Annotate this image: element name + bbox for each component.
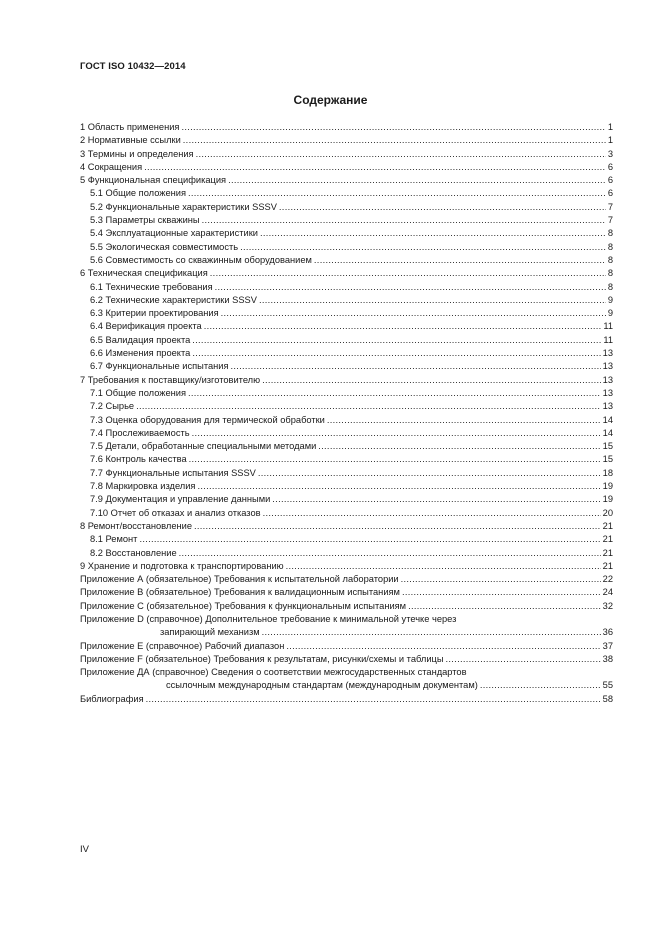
toc-entry-page: 13 <box>602 401 613 412</box>
toc-entry-title: 3 Термины и определения <box>80 148 195 161</box>
toc-entry-page: 13 <box>602 374 613 385</box>
toc-entry[interactable] <box>80 453 613 466</box>
dot-leader <box>228 174 606 187</box>
dot-leader <box>183 134 606 147</box>
toc-entry-page: 18 <box>602 467 613 478</box>
toc-entry-title: 5.1 Общие положения <box>90 187 187 200</box>
dot-leader <box>197 480 600 493</box>
toc-entry-page: 11 <box>603 321 613 332</box>
toc-entry-title: 7.1 Общие положения <box>90 387 187 400</box>
dot-leader <box>262 626 601 639</box>
toc-entry-title: 5.6 Совместимость со скважинным оборудованием <box>90 254 313 267</box>
toc-entry[interactable] <box>80 414 613 427</box>
page-title: Содержание <box>293 93 368 107</box>
toc-entry-title: 7.2 Сырье <box>90 400 135 413</box>
toc-entry-title: запирающий механизм <box>160 626 261 639</box>
toc-entry-title: Приложение С (обязательное) Требования к функциональным испытаниям <box>80 600 407 613</box>
toc-entry[interactable] <box>80 254 613 267</box>
toc-entry[interactable] <box>80 148 613 161</box>
dot-leader <box>327 414 601 427</box>
toc-entry-title: 6.4 Верификация проекта <box>90 320 203 333</box>
dot-leader <box>136 400 601 413</box>
toc-entry-title: 6.7 Функциональные испытания <box>90 360 230 373</box>
toc-entry-title: 5.5 Экологическая совместимость <box>90 241 239 254</box>
toc-entry-title: 7.4 Прослеживаемость <box>90 427 191 440</box>
dot-leader <box>210 267 606 280</box>
dot-leader <box>262 374 601 387</box>
toc-entry-page: 8 <box>607 228 613 239</box>
toc-entry-title: 5.4 Эксплуатационные характеристики <box>90 227 259 240</box>
toc-entry-title: 4 Сокращения <box>80 161 143 174</box>
dot-leader <box>188 387 601 400</box>
toc-entry-title: Приложение А (обязательное) Требования к испытательной лаборатории <box>80 573 400 586</box>
toc-entry[interactable] <box>80 267 613 280</box>
dot-leader <box>204 320 602 333</box>
dot-leader <box>260 227 606 240</box>
dot-leader <box>188 187 606 200</box>
toc-entry-title: 6.1 Технические требования <box>90 281 214 294</box>
toc-entry-title: 7.5 Детали, обработанные специальными методами <box>90 440 317 453</box>
page-number: IV <box>80 844 89 855</box>
toc-entry-title: 6.6 Изменения проекта <box>90 347 191 360</box>
dot-leader <box>146 693 601 706</box>
dot-leader <box>189 453 601 466</box>
toc-entry[interactable] <box>80 241 613 254</box>
table-of-contents <box>80 121 613 706</box>
dot-leader <box>272 493 600 506</box>
toc-entry[interactable] <box>80 467 613 480</box>
dot-leader <box>402 586 601 599</box>
toc-entry-page: 7 <box>607 215 613 226</box>
toc-entry-title: 2 Нормативные ссылки <box>80 134 182 147</box>
toc-entry-page: 19 <box>602 481 613 492</box>
toc-entry-page: 55 <box>602 680 613 691</box>
toc-entry-title: 6 Техническая спецификация <box>80 267 209 280</box>
toc-entry-title: Библиография <box>80 693 145 706</box>
toc-entry[interactable] <box>80 507 613 520</box>
toc-entry[interactable] <box>80 520 613 533</box>
toc-entry-title: 7.8 Маркировка изделия <box>90 480 196 493</box>
toc-entry-page: 36 <box>602 627 613 638</box>
toc-entry-title: 6.2 Технические характеристики SSSV <box>90 294 258 307</box>
dot-leader <box>286 560 601 573</box>
toc-entry-page: 14 <box>602 427 613 438</box>
toc-entry-page: 21 <box>602 534 613 545</box>
toc-entry[interactable] <box>80 693 613 706</box>
toc-entry-page: 21 <box>602 520 613 531</box>
toc-entry-page: 58 <box>602 693 613 704</box>
dot-leader <box>279 201 606 214</box>
toc-entry-title: 5.2 Функциональные характеристики SSSV <box>90 201 278 214</box>
toc-entry-title: 6.5 Валидация проекта <box>90 334 191 347</box>
toc-entry-page: 8 <box>607 268 613 279</box>
toc-entry-page: 20 <box>602 507 613 518</box>
toc-entry-title-line1: Приложение ДА (справочное) Сведения о соответствии межгосударственных стандартов <box>80 667 467 678</box>
toc-entry-page: 6 <box>607 175 613 186</box>
toc-entry-page: 24 <box>602 587 613 598</box>
toc-entry[interactable] <box>80 187 613 200</box>
toc-entry[interactable] <box>80 640 613 653</box>
toc-entry[interactable] <box>80 480 613 493</box>
toc-entry-page: 15 <box>602 441 613 452</box>
dot-leader <box>196 148 606 161</box>
dot-leader <box>314 254 606 267</box>
toc-entry-page: 9 <box>607 308 613 319</box>
toc-entry-page: 22 <box>602 574 613 585</box>
toc-entry[interactable] <box>80 600 613 613</box>
toc-entry-page: 1 <box>607 135 613 146</box>
toc-entry-title: 9 Хранение и подготовка к транспортированию <box>80 560 285 573</box>
dot-leader <box>258 467 601 480</box>
toc-entry-page: 1 <box>607 122 613 132</box>
toc-entry-page: 32 <box>602 600 613 611</box>
toc-entry[interactable] <box>80 201 613 214</box>
toc-entry[interactable] <box>80 294 613 307</box>
toc-entry[interactable] <box>80 560 613 573</box>
toc-entry-page: 13 <box>602 361 613 372</box>
toc-entry-page: 3 <box>607 148 613 159</box>
toc-entry-page: 14 <box>602 414 613 425</box>
dot-leader <box>192 427 601 440</box>
toc-entry[interactable] <box>80 573 613 586</box>
toc-entry-page: 8 <box>607 241 613 252</box>
toc-entry[interactable] <box>80 320 613 333</box>
toc-entry-title: 7.10 Отчет об отказах и анализ отказов <box>90 507 262 520</box>
dot-leader <box>194 520 601 533</box>
dot-leader <box>215 281 606 294</box>
toc-entry-page: 11 <box>603 334 613 345</box>
toc-entry[interactable] <box>80 653 613 666</box>
dot-leader <box>259 294 606 307</box>
dot-leader <box>231 360 601 373</box>
toc-entry[interactable] <box>80 586 613 599</box>
toc-entry[interactable] <box>80 360 613 373</box>
toc-entry-page: 21 <box>602 547 613 558</box>
toc-entry[interactable] <box>80 533 613 546</box>
toc-entry[interactable] <box>80 227 613 240</box>
toc-entry[interactable] <box>80 134 613 147</box>
toc-entry-page: 6 <box>607 188 613 199</box>
toc-entry[interactable] <box>80 666 613 693</box>
toc-entry-page: 19 <box>602 494 613 505</box>
toc-entry-title: 5 Функциональная спецификация <box>80 174 227 187</box>
toc-entry-page: 38 <box>602 653 613 664</box>
toc-entry[interactable] <box>80 307 613 320</box>
dot-leader <box>192 347 600 360</box>
dot-leader <box>446 653 601 666</box>
toc-entry-title: 1 Область применения <box>80 121 180 134</box>
toc-entry[interactable] <box>80 334 613 347</box>
toc-entry[interactable] <box>80 400 613 413</box>
dot-leader <box>139 533 600 546</box>
toc-entry-title: 7.7 Функциональные испытания SSSV <box>90 467 257 480</box>
toc-entry[interactable] <box>80 281 613 294</box>
toc-entry[interactable] <box>80 374 613 387</box>
toc-entry-title: 5.3 Параметры скважины <box>90 214 201 227</box>
toc-entry-title: Приложение В (обязательное) Требования к валидационным испытаниям <box>80 586 401 599</box>
toc-entry-page: 6 <box>607 161 613 172</box>
toc-entry-page: 7 <box>607 201 613 212</box>
dot-leader <box>192 334 601 347</box>
toc-entry-page: 9 <box>607 294 613 305</box>
dot-leader <box>318 440 600 453</box>
dot-leader <box>240 241 606 254</box>
toc-entry[interactable] <box>80 387 613 400</box>
toc-entry[interactable] <box>80 547 613 560</box>
toc-entry[interactable] <box>80 161 613 174</box>
dot-leader <box>263 507 601 520</box>
toc-entry-title: 7 Требования к поставщику/изготовителю <box>80 374 261 387</box>
dot-leader <box>286 640 600 653</box>
toc-entry-title-line1: Приложение D (справочное) Дополнительное требование к минимальной утечке через <box>80 613 457 624</box>
dot-leader <box>401 573 601 586</box>
dot-leader <box>221 307 606 320</box>
toc-entry[interactable] <box>80 214 613 227</box>
dot-leader <box>144 161 606 174</box>
dot-leader <box>408 600 601 613</box>
toc-entry-page: 8 <box>607 254 613 265</box>
document-header: ГОСТ ISO 10432—2014 <box>80 61 186 72</box>
dot-leader <box>179 547 601 560</box>
dot-leader <box>181 121 605 134</box>
toc-entry-title: 7.3 Оценка оборудования для термической обработки <box>90 414 326 427</box>
toc-entry[interactable] <box>80 440 613 453</box>
toc-entry[interactable] <box>80 347 613 360</box>
toc-entry-title: 7.6 Контроль качества <box>90 453 188 466</box>
toc-entry-title: Приложение E (справочное) Рабочий диапазон <box>80 640 285 653</box>
toc-entry-title: Приложение F (обязательное) Требования к результатам, рисунки/схемы и таблицы <box>80 653 445 666</box>
toc-entry[interactable] <box>80 121 613 134</box>
toc-entry[interactable] <box>80 613 613 640</box>
toc-entry[interactable] <box>80 427 613 440</box>
toc-entry[interactable] <box>80 493 613 506</box>
toc-entry-page: 8 <box>607 281 613 292</box>
dot-leader <box>202 214 606 227</box>
toc-entry-page: 37 <box>602 640 613 651</box>
toc-entry-title: 7.9 Документация и управление данными <box>90 493 271 506</box>
toc-entry-title: 8 Ремонт/восстановление <box>80 520 193 533</box>
toc-entry-title: 8.2 Восстановление <box>90 547 178 560</box>
dot-leader <box>480 679 601 692</box>
toc-entry-title: 6.3 Критерии проектирования <box>90 307 220 320</box>
toc-entry-page: 13 <box>602 348 613 359</box>
toc-entry-page: 15 <box>602 454 613 465</box>
toc-entry-page: 13 <box>602 387 613 398</box>
toc-entry-title: 8.1 Ремонт <box>90 533 138 546</box>
toc-entry[interactable] <box>80 174 613 187</box>
toc-entry-title: ссылочным международным стандартам (международным документам) <box>166 679 479 692</box>
toc-entry-page: 21 <box>602 560 613 571</box>
